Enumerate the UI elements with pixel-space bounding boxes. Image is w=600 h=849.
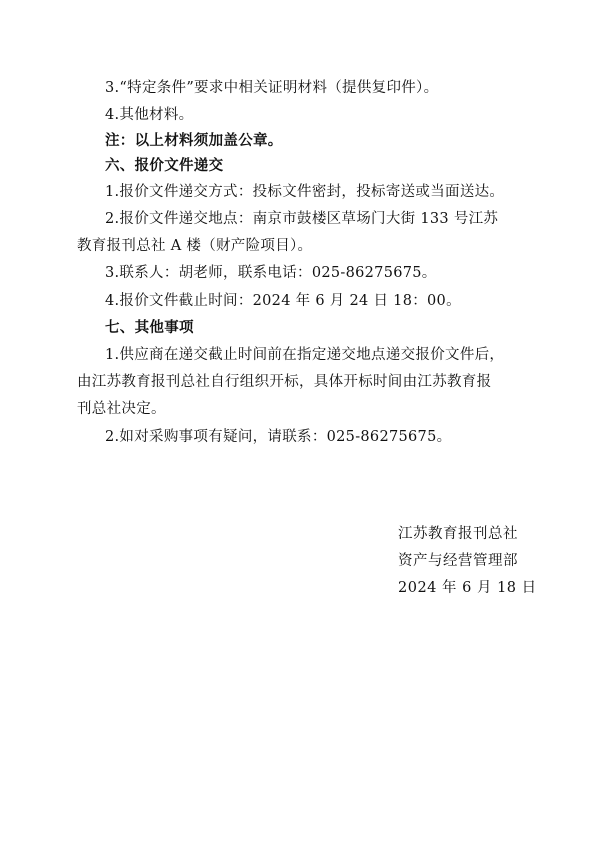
section-6-item-2-line-2: 教育报刊总社 A 楼（财产险项目）。: [77, 238, 313, 254]
section-6-heading: 六、报价文件递交: [105, 158, 224, 174]
section-6-item-4: 4.报价文件截止时间：2024 年 6 月 24 日 18：00。: [105, 293, 461, 309]
section-6-item-2-line-1: 2.报价文件递交地点：南京市鼓楼区草场门大街 133 号江苏: [105, 211, 499, 227]
signature-organization: 江苏教育报刊总社: [398, 526, 518, 542]
section-6-item-3: 3.联系人：胡老师，联系电话：025-86275675。: [105, 265, 437, 281]
signature-department: 资产与经营管理部: [398, 553, 518, 569]
materials-item-3: 3.“特定条件”要求中相关证明材料（提供复印件）。: [105, 80, 439, 96]
section-7-item-2: 2.如对采购事项有疑问，请联系：025-86275675。: [105, 429, 452, 445]
signature-date: 2024 年 6 月 18 日: [398, 580, 537, 596]
section-7-heading: 七、其他事项: [105, 320, 194, 336]
section-6-item-1: 1.报价文件递交方式：投标文件密封，投标寄送或当面送达。: [105, 184, 505, 200]
section-7-item-1-line-3: 刊总社决定。: [77, 401, 166, 417]
section-7-item-1-line-1: 1.供应商在递交截止时间前在指定递交地点递交报价文件后，: [105, 347, 505, 363]
materials-item-4: 4.其他材料。: [105, 107, 194, 123]
seal-note: 注：以上材料须加盖公章。: [105, 133, 283, 149]
section-7-item-1-line-2: 由江苏教育报刊总社自行组织开标，具体开标时间由江苏教育报: [77, 374, 492, 390]
